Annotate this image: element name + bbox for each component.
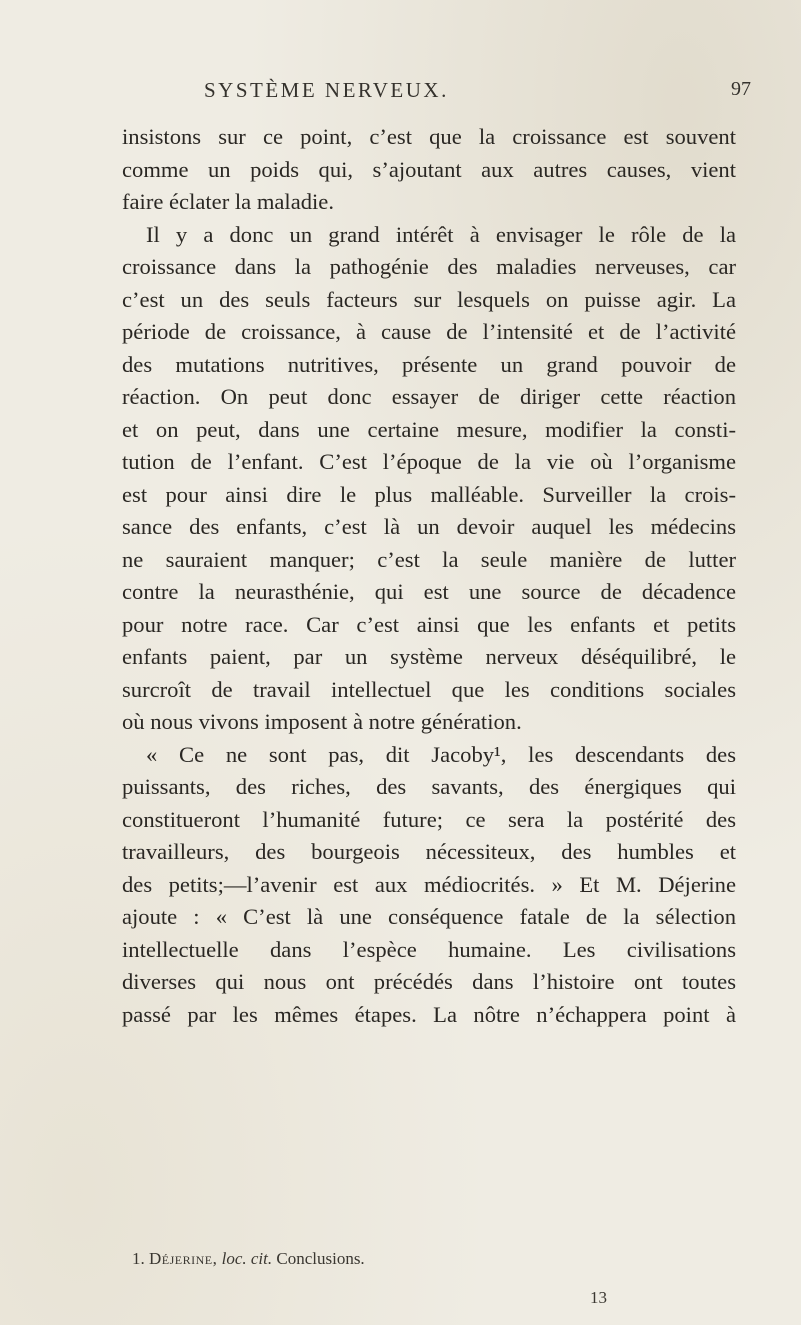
text-line: tution de l’enfant. C’est l’époque de la vie où l’organisme (122, 449, 736, 474)
text-line: constitueront l’humanité future; ce sera la postérité des (122, 806, 736, 832)
text-line: travailleurs, des bourgeois nécessiteux, des humbles et (122, 839, 736, 864)
text-line: insistons sur ce point, c’est que la croissance est souvent (122, 124, 736, 149)
text-line: contre la neurasthénie, qui est une source de décadence (122, 579, 736, 604)
running-title: SYSTÈME NERVEUX. (204, 78, 449, 102)
text-line: diverses qui nous ont précédés dans l’histoire ont toutes (122, 969, 736, 994)
text-line: ne sauraient manquer; c’est la seule manière de lutter (122, 546, 736, 572)
text-line: des mutations nutritives, présente un grand pouvoir de (122, 351, 736, 377)
text-line: des petits;—l’avenir est aux médiocrités. » Et M. Déjerine (122, 871, 736, 897)
text-line: puissants, des riches, des savants, des énergiques qui (122, 774, 736, 799)
text-line: croissance dans la pathogénie des maladies nerveuses, car (122, 254, 736, 279)
text-line: enfants paient, par un système nerveux déséquilibré, le (122, 644, 736, 669)
text-line: comme un poids qui, s’ajoutant aux autres causes, vient (122, 156, 736, 182)
text-line: où nous vivons imposent à notre génération. (122, 709, 522, 734)
running-head (0, 78, 801, 108)
page-number: 97 (731, 78, 751, 100)
footnote-author: Déjerine, (149, 1249, 218, 1268)
text-line: faire éclater la maladie. (122, 189, 334, 214)
text-line: « Ce ne sont pas, dit Jacoby¹, les descendants des (146, 741, 736, 767)
footnote-rest: Conclusions. (276, 1249, 365, 1268)
text-line: et on peut, dans une certaine mesure, modifier la consti- (122, 416, 736, 442)
footnote-number: 1. (132, 1249, 145, 1268)
printer-signature-mark: 13 (590, 1288, 607, 1307)
text-line: c’est un des seuls facteurs sur lesquels on puisse agir. La (122, 286, 736, 312)
text-line: sance des enfants, c’est là un devoir auquel les médecins (122, 514, 736, 539)
footnote-reference: loc. cit. (221, 1249, 273, 1268)
text-line: ajoute : « C’est là une conséquence fatale de la sélection (122, 904, 736, 929)
text-line: surcroît de travail intellectuel que les conditions sociales (122, 676, 736, 702)
body-text (122, 121, 736, 1031)
text-line: est pour ainsi dire le plus malléable. Surveiller la crois- (122, 481, 736, 507)
footnote (132, 1249, 365, 1269)
text-line: pour notre race. Car c’est ainsi que les enfants et petits (122, 611, 736, 637)
text-line: intellectuelle dans l’espèce humaine. Les civilisations (122, 936, 736, 962)
text-line: réaction. On peut donc essayer de diriger cette réaction (122, 384, 736, 409)
text-line: période de croissance, à cause de l’intensité et de l’activité (122, 319, 736, 344)
text-line: passé par les mêmes étapes. La nôtre n’échappera point à (122, 1001, 736, 1027)
text-line: Il y a donc un grand intérêt à envisager le rôle de la (146, 221, 736, 247)
